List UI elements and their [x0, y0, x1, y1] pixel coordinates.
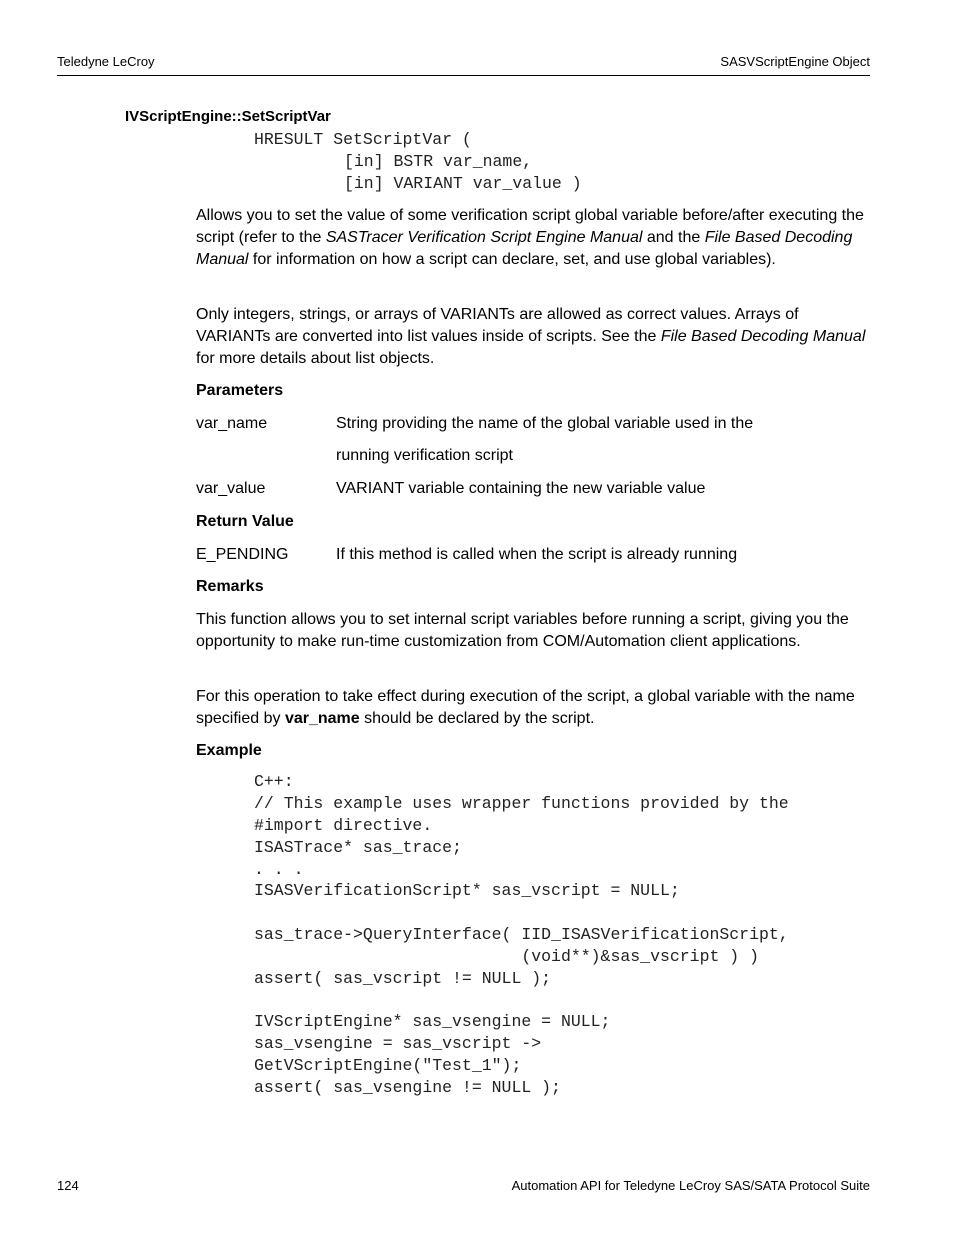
signature-line-3: [in] VARIANT var_value ) [344, 174, 582, 193]
header-left-text: Teledyne LeCroy [57, 54, 155, 69]
intro-paragraph-1: Allows you to set the value of some verification script global variable before/after executing the script (refer to the SASTracer Verification Script Engine Manual and the File Based Decoding Manual for information on how a script can declare, set, and use global variables). [196, 207, 864, 268]
example-heading: Example [196, 742, 262, 759]
param-name-var-name: var_name [196, 415, 268, 432]
code-line: // This example uses wrapper functions provided by the [254, 794, 789, 813]
return-name-e-pending: E_PENDING [196, 546, 289, 563]
code-line: ISASTrace* sas_trace; [254, 838, 462, 857]
signature-line-1: HRESULT SetScriptVar ( [254, 130, 472, 149]
param-name-var-value: var_value [196, 480, 266, 497]
code-line: (void**)&sas_vscript ) ) [254, 947, 759, 966]
intro-paragraph-2: Only integers, strings, or arrays of VARIANTs are allowed as correct values. Arrays of VARIANTs are converted into list values inside of scripts. See the File Based Decoding Manual for more details about list objects. [196, 306, 866, 367]
code-line: C++: [254, 772, 294, 791]
footer-page-number: 124 [57, 1178, 79, 1193]
code-line: sas_vsengine = sas_vscript -> [254, 1034, 542, 1053]
code-line: #import directive. [254, 816, 433, 835]
code-line: assert( sas_vsengine != NULL ); [254, 1078, 561, 1097]
code-line: sas_trace->QueryInterface( IID_ISASVerificationScript, [254, 925, 789, 944]
code-line: ISASVerificationScript* sas_vscript = NULL; [254, 881, 680, 900]
header-right-text: SASVScriptEngine Object [720, 54, 870, 69]
method-title: IVScriptEngine::SetScriptVar [125, 108, 331, 125]
signature-line-2: [in] BSTR var_name, [344, 152, 533, 171]
param-desc-var-value: VARIANT variable containing the new variable value [336, 480, 706, 497]
footer-doc-title: Automation API for Teledyne LeCroy SAS/SATA Protocol Suite [511, 1178, 870, 1193]
code-line: assert( sas_vscript != NULL ); [254, 969, 552, 988]
remarks-paragraph-2: For this operation to take effect during execution of the script, a global variable with the name specified by var_name should be declared by the script. [196, 688, 855, 727]
param-desc-var-name-line-2: running verification script [336, 447, 513, 464]
header-divider [57, 75, 870, 76]
return-desc-e-pending: If this method is called when the script is already running [336, 546, 738, 563]
code-line: IVScriptEngine* sas_vsengine = NULL; [254, 1012, 611, 1031]
code-line: . . . [254, 860, 304, 879]
param-desc-var-name-line-1: String providing the name of the global variable used in the [336, 415, 754, 432]
return-value-heading: Return Value [196, 513, 294, 530]
remarks-heading: Remarks [196, 578, 264, 595]
remarks-paragraph-1: This function allows you to set internal script variables before running a script, giving you the opportunity to make run-time customization from COM/Automation client applications. [196, 611, 849, 650]
parameters-heading: Parameters [196, 382, 284, 399]
code-line: GetVScriptEngine("Test_1"); [254, 1056, 522, 1075]
